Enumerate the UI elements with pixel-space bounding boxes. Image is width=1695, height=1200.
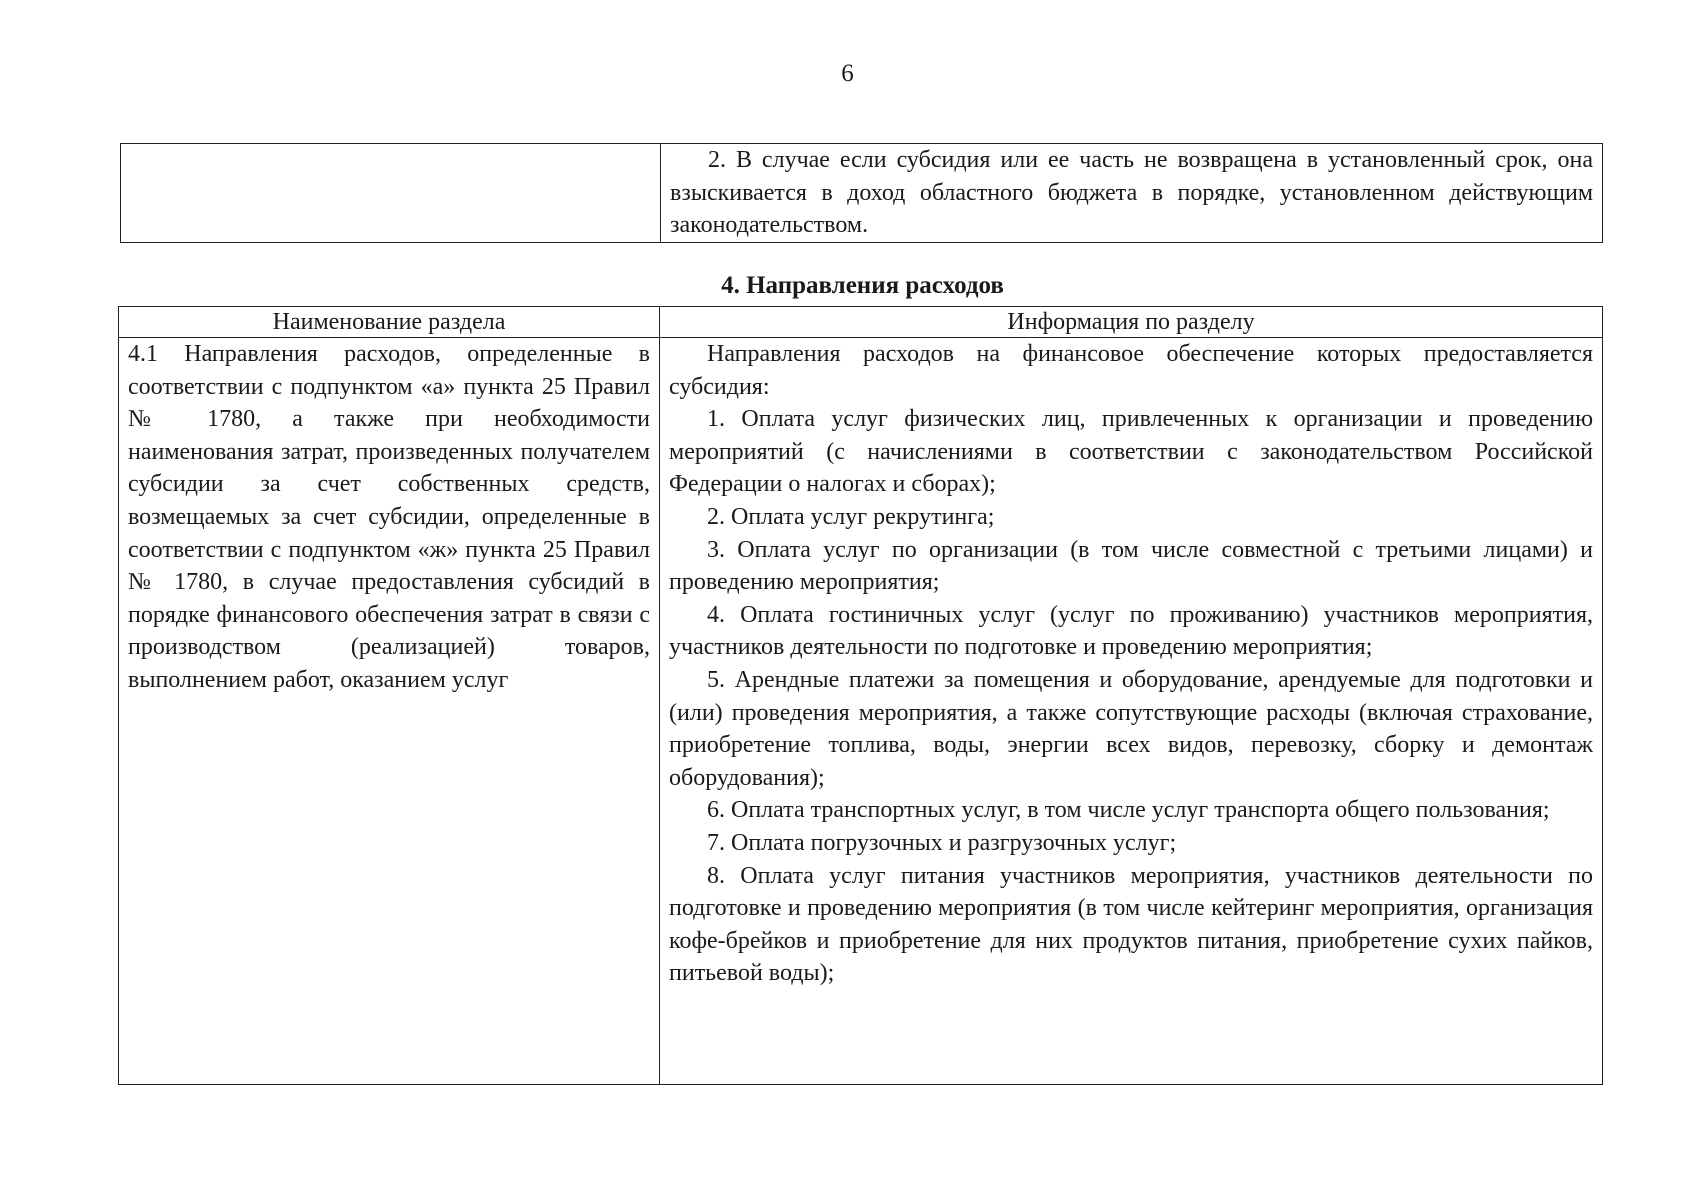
empty-cell xyxy=(121,144,661,243)
list-item: 6. Оплата транспортных услуг, в том числе услуг транспорта общего пользования; xyxy=(707,797,1550,824)
section-info-cell xyxy=(660,338,1603,1085)
list-item: 1. Оплата услуг физических лиц, привлеченных к организации и проведению мероприятий (с начислениями в соответствии с законодательством Российской Федерации о налогах и сборах); xyxy=(669,406,1593,498)
return-clause-cell xyxy=(661,144,1603,243)
list-item: 4. Оплата гостиничных услуг (услуг по проживанию) участников мероприятия, участников деятельности по подготовке и проведению мероприятия; xyxy=(669,601,1593,661)
info-intro: Направления расходов на финансовое обеспечение которых предоставляется субсидия: xyxy=(669,341,1593,400)
table-row xyxy=(119,338,1603,1085)
expenses-table xyxy=(118,306,1603,1085)
return-clause-text: 2. В случае если субсидия или ее часть не возвращена в установленный срок, она взыскивается в доход областного бюджета в порядке, установленном действующим законодательством. xyxy=(670,147,1593,239)
column-header-section-name: Наименование раздела xyxy=(119,307,660,338)
section-name-cell xyxy=(119,338,660,1085)
previous-section-table xyxy=(120,143,1603,243)
section-name-text: 4.1 Направления расходов, определенные в соответствии с подпунктом «а» пункта 25 Правил № 1780, а также при необходимости наименования затрат, произведенных получателем субсидии за счет собственных средств, возмещаемых за счет субсидии, определенные в соответствии с подпунктом «ж» пункта 25 Правил № 1780, в случае предоставления субсидий в порядке финансового обеспечения затрат в связи с производством (реализацией) товаров, выполнением работ, оказанием услуг xyxy=(128,341,650,693)
table-row xyxy=(121,144,1603,243)
table-header-row xyxy=(119,307,1603,338)
list-item: 5. Арендные платежи за помещения и оборудование, арендуемые для подготовки и (или) проведения мероприятия, а также сопутствующие расходы (включая страхование, приобретение топлива, воды, энергии всех видов, перевозку, сборку и демонтаж оборудования); xyxy=(669,666,1593,791)
list-item: 8. Оплата услуг питания участников мероприятия, участников деятельности по подготовке и проведению мероприятия (в том числе кейтеринг мероприятия, организация кофе-брейков и приобретение для них продуктов питания, приобретение сухих пайков, питьевой воды); xyxy=(669,862,1593,987)
list-item: 7. Оплата погрузочных и разгрузочных услуг; xyxy=(707,829,1177,856)
page-number: 6 xyxy=(841,60,854,87)
list-item: 3. Оплата услуг по организации (в том числе совместной с третьими лицами) и проведению мероприятия; xyxy=(669,536,1593,596)
list-item: 2. Оплата услуг рекрутинга; xyxy=(707,503,995,530)
section-title: 4. Направления расходов xyxy=(721,272,1004,299)
column-header-section-info: Информация по разделу xyxy=(660,307,1603,338)
